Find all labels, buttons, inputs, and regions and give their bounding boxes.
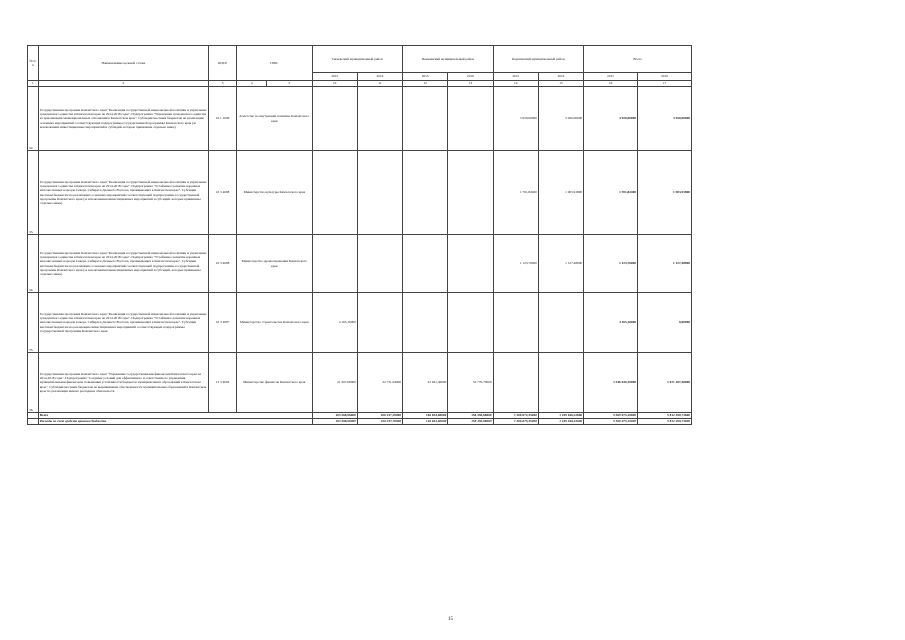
total-cell: 3 920,00000 — [584, 87, 638, 151]
year-cell: 2015 — [312, 73, 357, 81]
value-cell: 22 731,04000 — [357, 353, 402, 413]
year-cell: 2016 — [538, 73, 583, 81]
value-cell: 43 941,36000 — [403, 353, 448, 413]
total-cell: 1 701,82400 — [584, 151, 638, 235]
value-cell: 1 701,82400 — [493, 151, 538, 235]
value-cell: 1 127,48000 — [538, 235, 583, 293]
sum-cell: 146 834,60000 — [403, 419, 448, 425]
header-grbs: ГРБС — [237, 46, 312, 81]
grbs-name: Министерство культуры Камчатского края — [237, 151, 312, 235]
total-cell: 1 546 630,10000 — [584, 353, 638, 413]
table-row — [28, 293, 692, 353]
colnum-cell: 15 — [538, 81, 583, 87]
row-number: 36. — [28, 353, 39, 413]
colnum-cell: 5 — [267, 81, 312, 87]
value-cell: 3 920,00000 — [538, 87, 583, 151]
value-cell — [493, 353, 538, 413]
value-cell — [357, 293, 402, 353]
table-row — [28, 235, 692, 293]
row-number: 34. — [28, 235, 39, 293]
regional-budget-row-label: Расходы за счет средств краевого бюджета — [38, 419, 312, 425]
value-cell — [403, 235, 448, 293]
total-cell: 1 123,76000 — [584, 235, 638, 293]
value-cell — [403, 87, 448, 151]
program-name: Государственная программа Камчатского края "Управление государственными финансами Камчатского края на 2014-2018 годы". Подпрограмма "Создание условий для эффективного и ответственного управления муниципальными финансами, повышения устойчивости бюджетов муниципальных образований в Камчатском крае". Субсидии местным бюджетам на выравнивание обеспеченности муниципальных образований в Камчатском крае по реализации ими их расходных обязательств — [38, 353, 208, 413]
sum-cell: 1 239 046,22600 — [538, 413, 583, 419]
year-cell: 2016 — [357, 73, 402, 81]
colnum-cell: 13 — [448, 81, 493, 87]
colnum-cell: 2 — [38, 81, 208, 87]
header-total: Всего — [584, 46, 692, 73]
value-cell: 21 297,66000 — [312, 353, 357, 413]
sum-cell: 1 239 046,22600 — [538, 419, 583, 425]
value-cell — [448, 151, 493, 235]
value-cell — [357, 151, 402, 235]
table-row — [28, 151, 692, 235]
colnum-cell: 3 — [209, 81, 237, 87]
sum-cell: 103 268,96000 — [312, 413, 357, 419]
sum-cell: 5 812 490,73600 — [638, 413, 692, 419]
year-cell: 2015 — [584, 73, 638, 81]
value-cell — [448, 293, 493, 353]
header-name: Наименование целевой статьи — [38, 46, 208, 81]
program-name: Государственная программа Камчатского края "Реализация государственной национальной политики и укрепление гражданского единства в Камчатском крае на 2014-2018 годы". Подпрограмма "Устойчивое развитие коренных малочисленных народов Севера, Сибири и Дальнего Востока, проживающих в Камчатском крае". Субсидии местным бюджетам на реализацию основных мероприятий соответствующей подпрограммы государственной программы Камчатского края (за исключением инвестиционных мероприятий и субсидий, которые применены отдельно ниже) — [38, 235, 208, 293]
value-cell — [448, 87, 493, 151]
header-group-3: Карагинский муниципальный район — [493, 46, 584, 73]
sum-cell: 5 569 075,10000 — [584, 419, 638, 425]
kcsr-code: 16 3 4008 — [209, 151, 237, 235]
sum-cell: 5 812 490,73600 — [638, 419, 692, 425]
total-cell: 4 165,10000 — [584, 293, 638, 353]
value-cell — [538, 353, 583, 413]
program-name: Государственная программа Камчатского края "Реализация государственной национальной политики и укрепление гражданского единства в Камчатском крае на 2014-2018 годы". Подпрограмма "Укрепление гражданского единства и гармонизация межнациональных отношений в Камчатском крае". Субсидии местным бюджетам на реализацию основных мероприятий соответствующей подпрограммы государственной программы Камчатского края (за исключением инвестиционных мероприятий и субсидий, которые применены отдельно ниже) — [38, 87, 208, 151]
year-cell: 2015 — [403, 73, 448, 81]
year-cell: 2016 — [448, 73, 493, 81]
colnum-cell: 14 — [493, 81, 538, 87]
sum-cell: 106 237,29000 — [357, 413, 402, 419]
sum-cell: 1 206 875,35000 — [493, 419, 538, 425]
total-cell: 1 903,91800 — [638, 151, 692, 235]
sum-cell: 1 206 872,35000 — [493, 413, 538, 419]
colnum-cell: 12 — [403, 81, 448, 87]
year-cell: 2016 — [638, 73, 692, 81]
total-cell: 0,00000 — [638, 293, 692, 353]
value-cell — [357, 87, 402, 151]
row-number: 33. — [28, 151, 39, 235]
value-cell: 1 903,91800 — [538, 151, 583, 235]
subsidy-table — [27, 45, 692, 425]
row-number: 32. — [28, 87, 39, 151]
program-name: Государственная программа Камчатского края "Реализация государственной национальной политики и укрепление гражданского единства в Камчатском крае на 2014-2018 годы". Подпрограмма "Устойчивое развитие коренных малочисленных народов Севера, Сибири и Дальнего Востока, проживающих в Камчатском крае". Субсидии местным бюджетам на реализацию инвестиционных мероприятий соответствующей подпрограммы государственной программы Камчатского края — [38, 293, 208, 353]
grbs-name: Министерство финансов Камчатского края — [237, 353, 312, 413]
value-cell — [403, 151, 448, 235]
value-cell: 52 770,70000 — [448, 353, 493, 413]
colnum-cell: 16 — [584, 81, 638, 87]
total-cell: 1 671 187,40000 — [638, 353, 692, 413]
program-name: Государственная программа Камчатского края "Реализация государственной национальной политики и укрепление гражданского единства в Камчатском крае на 2014-2018 годы". Подпрограмма "Устойчивое развитие коренных малочисленных народов Севера, Сибири и Дальнего Востока, проживающих в Камчатском крае". Субсидии местным бюджетам на реализацию основных мероприятий соответствующей подпрограммы государственной программы Камчатского края (за исключением инвестиционных мероприятий и субсидий, которые применены отдельно ниже) — [38, 151, 208, 235]
value-cell — [312, 87, 357, 151]
value-cell: 3 920,00000 — [493, 87, 538, 151]
row-number: 35. — [28, 293, 39, 353]
value-cell — [538, 293, 583, 353]
grbs-name: Министерство строительства Камчатского края — [237, 293, 312, 353]
colnum-cell: 10 — [312, 81, 357, 87]
kcsr-code: 16 1 1006 — [209, 87, 237, 151]
colnum-cell: 1 — [28, 81, 39, 87]
empty-cell — [28, 419, 39, 425]
total-row-label: Всего — [38, 413, 312, 419]
grbs-name: Агентство по внутренней политике Камчатского края — [237, 87, 312, 151]
header-num: № п/п — [28, 46, 39, 81]
sum-cell: 5 569 075,10000 — [584, 413, 638, 419]
grbs-name: Министерство здравоохранения Камчатского края — [237, 235, 312, 293]
value-cell — [357, 235, 402, 293]
colnum-cell: 11 — [357, 81, 402, 87]
kcsr-code: 16 3 4008 — [209, 235, 237, 293]
value-cell: 4 165,10000 — [312, 293, 357, 353]
value-cell — [493, 293, 538, 353]
value-cell: 1 123,76000 — [493, 235, 538, 293]
header-group-2: Пенжинский муниципальный район — [403, 46, 494, 73]
colnum-cell: 17 — [638, 81, 692, 87]
colnum-cell: 4 — [237, 81, 267, 87]
header-group-1: Тигильский муниципальный район — [312, 46, 403, 73]
year-cell: 2015 — [493, 73, 538, 81]
sum-cell: 146 834,60000 — [403, 413, 448, 419]
value-cell — [312, 235, 357, 293]
kcsr-code: 13 3 4004 — [209, 353, 237, 413]
kcsr-code: 16 3 4007 — [209, 293, 237, 353]
table-row — [28, 353, 692, 413]
total-cell: 3 920,00000 — [638, 87, 692, 151]
page-number: 15 — [448, 617, 453, 622]
table-row — [28, 87, 692, 151]
sum-cell: 106 237,76000 — [357, 419, 402, 425]
value-cell — [448, 235, 493, 293]
value-cell — [403, 293, 448, 353]
regional-budget-row — [28, 419, 692, 425]
header-row — [28, 46, 692, 73]
total-cell: 1 127,48000 — [638, 235, 692, 293]
sum-cell: 158 450,68000 — [448, 419, 493, 425]
sum-cell: 158 450,68000 — [448, 413, 493, 419]
header-kcsr: КЦСР — [209, 46, 237, 81]
value-cell — [312, 151, 357, 235]
sum-cell: 103 268,96000 — [312, 419, 357, 425]
